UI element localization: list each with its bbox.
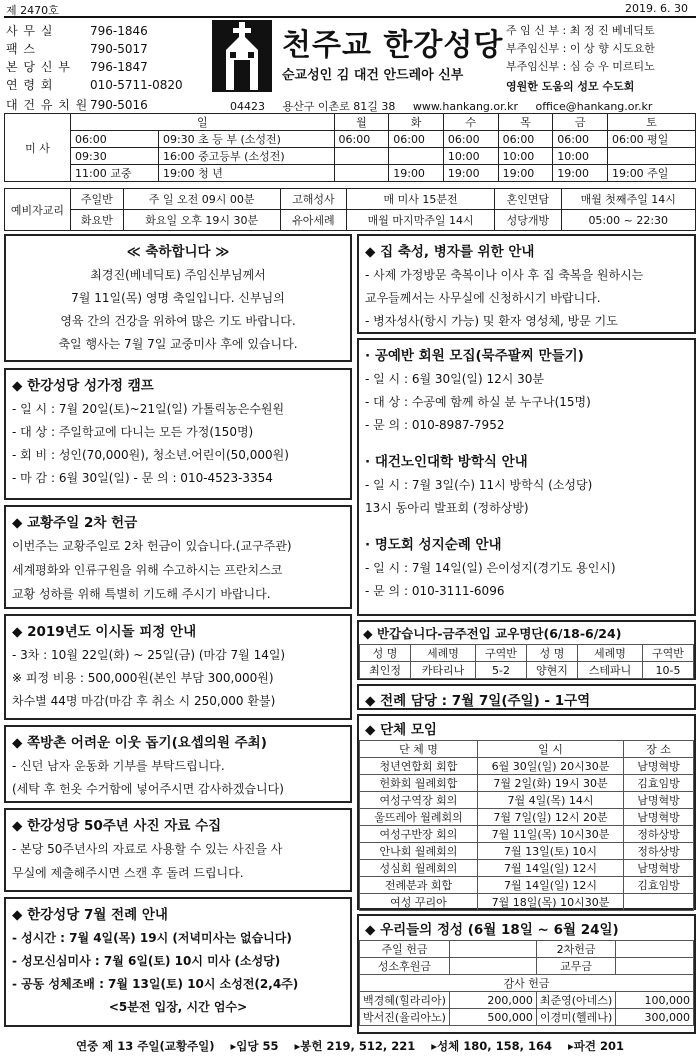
website-link[interactable]: www.hankang.or.kr [412,100,519,113]
catechism-label: 예비자교리 [5,189,71,231]
table-row: 여성 꾸리아 7월 18일(목) 10시30분 [360,894,694,911]
day-sunday: 일 [71,114,335,131]
church-building-icon [212,20,272,92]
issue-date: 2019. 6. 30 [625,2,688,15]
liturgy-july-title: ◆ 한강성당 7월 전례 안내 [12,907,168,923]
contact-fax: 팩 스 790-5017 [6,42,148,56]
day-monday: 월 [334,114,389,131]
neighbor-box: ◆ 쪽방촌 어려운 이웃 돕기(요셉의원 주최) - 신던 남자 운동화 기부를 부탁드립니다. (세탁 후 헌옷 수거함에 넣어주시면 감사하겠습니다) [4,725,352,803]
liturgy-duty-title: ◆ 전례 담당 : 7월 7일(주일) - 1구역 [365,693,591,709]
footer-communion: ▸성체 180, 158, 164 [431,1039,553,1053]
address-line [230,98,666,114]
pope-offering-box: ◆ 교황주일 2차 헌금 이번주는 교황주일로 2차 헌금이 있습니다.(교구주관) 세계평화와 인류구원을 위해 수고하시는 프란치스코 교황 성하를 위해 특별히 기도해 주시기 바랍니다. [4,505,352,609]
day-thursday: 목 [498,114,553,131]
neighbor-title: ◆ 쪽방촌 어려운 이웃 돕기(요셉의원 주최) [12,735,267,751]
photo-title: ◆ 한강성당 50주년 사진 자료 수집 [12,818,222,834]
day-tuesday: 화 [389,114,444,131]
welcome-table: 성 명 세례명 구역반 성 명 세례명 구역반 최인정 카타리나 5-2 양현지 스테파니 10-5 [359,644,694,679]
groups-table: 단 체 명 일 시 장 소 청년연합회 회합 6월 30일(일) 20시30분 남명혁방 헌화회 월례회합 7월 2일(화) 19시 30분 김효임방 여성구역장 회의 7월 4일(목) 14시 남명혁방 울뜨레아 월례회의 7월 7일(일) 12시 20분 남명혁방 여성구반장 회의 7월 11일(목) 10시30분 정하상방 안나회 월례회의 7월 13일(토) 10시 정하상방 성심회 월례회의 7월 14일(일) 12시 남명혁방 전례분과 회합 7월 14일(일) 12시 김효임방 여성 꾸리아 7월 18일(목) 10시30분 [359,740,694,911]
congrats-box: ≪ 축하합니다 ≫ 최경진(베네딕토) 주임신부님께서 7월 11일(목) 영명 축일입니다. 신부님의 영육 간의 건강을 위하여 많은 기도 바랍니다. 축일 행사는 7월 7일 교중미사 후에 있습니다. [4,234,352,362]
footer-entrance: ▸입당 55 [230,1039,279,1053]
day-saturday: 토 [607,114,695,131]
mass-row: 09:30 16:00 중고등부 (소성전) 10:00 10:00 10:00 [5,148,696,165]
table-row: 박서진(율리아노) 500,000 이경미(헬레나) 300,000 [360,1009,694,1026]
email-link[interactable]: office@hankang.or.kr [535,100,653,113]
retreat-title: ◆ 2019년도 이시돌 피정 안내 [12,624,197,640]
table-row: 성소후원금 교무금 [360,958,694,975]
top-rule [4,16,696,18]
staff-pastor: 주 임 신 부 : 최 정 진 베네딕토 [506,24,655,37]
contact-funeral: 연 령 회 010-5711-0820 [6,78,183,92]
table-row: 최인정 카타리나 5-2 양현지 스테파니 10-5 [360,662,694,679]
mass-schedule-table [4,113,696,182]
offering-box [357,914,696,1034]
offering-title: ◆ 우리들의 정성 (6월 18일 ~ 6월 24일) [365,922,619,938]
services-row: 화요반 화요일 오후 19시 30분 유아세례 매월 마지막주일 14시 성당개방 05:00 ~ 22:30 [5,210,696,231]
footer-hymns [0,1038,700,1054]
welcome-box [357,620,696,680]
mass-row: 11:00 교중 19:00 청 년 19:00 19:00 19:00 19:00 19:00 주일 [5,165,696,182]
table-row: 주일 헌금 2차헌금 [360,941,694,958]
table-row: 여성구역장 회의 7월 4일(목) 14시 남명혁방 [360,792,694,809]
mass-label: 미 사 [5,114,71,182]
staff-order: 영원한 도움의 성모 수도회 [506,80,635,93]
announcements-box: · 공예반 회원 모집(묵주팔찌 만들기) - 일 시 : 6월 30일(일) 12시 30분 - 대 상 : 수공예 함께 하실 분 누구나(15명) - 문 의 : 010-8987-7952 · 대건노인대학 방학식 안내 - 일 시 : 7월 3일(수) 11시 방학식 (소성당) 13시 동아리 발표회 (정하상방) · 명도회 성지순례 안내 - 일 시 : 7월 14일(일) 은이성지(경기도 용인시) - 문 의 : 010-3111-6096 [357,338,696,616]
church-subtitle: 순교성인 김 대건 안드레아 신부 [282,68,464,83]
seniors-title: · 대건노인대학 방학식 안내 [365,454,528,470]
house-title: ◆ 집 축성, 병자를 위한 안내 [365,244,535,260]
photo-collection-box: ◆ 한강성당 50주년 사진 자료 수집 - 본당 50주년사의 자료로 사용할 수 있는 사진을 사 무실에 제출해주시면 스캔 후 돌려 드립니다. [4,808,352,892]
pope-title: ◆ 교황주일 2차 헌금 [12,515,138,531]
issue-number: 제 2470호 [6,4,59,17]
footer-sunday: 연중 제 13 주일(교황주일) [75,1039,215,1053]
table-row: 안나회 월례회의 7월 13일(토) 10시 정하상방 [360,843,694,860]
address: 용산구 이촌로 81길 38 [282,100,396,113]
table-row: 백경혜(힐라리아) 200,000 최준영(아네스) 100,000 [360,992,694,1009]
camp-title: ◆ 한강성당 성가정 캠프 [12,378,154,394]
offering-table [359,940,694,1026]
services-table [4,188,696,231]
retreat-box: ◆ 2019년도 이시돌 피정 안내 - 3차 : 10월 22일(화) ~ 25일(금) (마감 7월 14일) ※ 피정 비용 : 500,000원(본인 부담 300,000원) 차수별 44명 마감(마감 후 취소 시 250,000 환불) [4,614,352,720]
table-row: 전례분과 회합 7월 14일(일) 12시 김효임방 [360,877,694,894]
postcode: 04423 [230,100,265,113]
pilgrim-title: · 명도회 성지순례 안내 [365,537,502,553]
welcome-title: ◆ 반갑습니다-금주전입 교우명단(6/18-6/24) [363,626,622,641]
contact-office: 사 무 실 796-1846 [6,24,148,38]
top-strip [4,2,696,16]
footer-offertory: ▸봉헌 219, 512, 221 [294,1039,416,1053]
craft-title: · 공예반 회원 모집(묵주팔찌 만들기) [365,348,584,364]
thanks-offering-title: 감사 헌금 [360,975,694,992]
contact-rectory: 본 당 신 부 796-1847 [6,60,148,74]
footer-recessional: ▸파견 201 [568,1039,625,1053]
contact-kindergarten: 대 건 유 치 원 790-5016 [6,98,148,112]
services-row: 예비자교리 주일반 주 일 오전 09시 00분 고해성사 매 미사 15분전 혼인면담 매월 첫째주일 14시 [5,189,696,210]
liturgy-duty-box [357,684,696,710]
groups-title: ◆ 단체 모임 [365,722,437,738]
table-row: 성심회 월례회의 7월 14일(일) 12시 남명혁방 [360,860,694,877]
groups-box [357,714,696,910]
day-friday: 금 [553,114,608,131]
church-title: 천주교 한강성당 [282,28,504,63]
table-row: 헌화회 월례회합 7월 2일(화) 19시 30분 김효임방 [360,775,694,792]
liturgy-july-box: ◆ 한강성당 7월 전례 안내 - 성시간 : 7월 4일(목) 19시 (저녁미사는 없습니다) - 성모신심미사 : 7월 6일(토) 10시 미사 (소성당) - 공동 성체조배 : 7월 13일(토) 10시 소성전(2,4주) <5분전 입장, 시간 엄수> [4,897,352,1027]
house-blessing-box: ◆ 집 축성, 병자를 위한 안내 - 사제 가정방문 축복이나 이사 후 집 축복을 원하시는 교우들께서는 사무실에 신청하시기 바랍니다. - 병자성사(항시 가능) 및 환자 영성체, 방문 기도 [357,234,696,334]
mass-row: 06:00 09:30 초 등 부 (소성전) 06:00 06:00 06:00 06:00 06:00 06:00 평일 [5,131,696,148]
staff-assistant-1: 부주임신부 : 이 상 향 시도요한 [506,42,655,55]
table-row: 울뜨레아 월례회의 7월 7일(일) 12시 20분 남명혁방 [360,809,694,826]
day-wednesday: 수 [443,114,498,131]
table-row: 청년연합회 회합 6월 30일(일) 20시30분 남명혁방 [360,758,694,775]
church-logo [212,20,272,92]
staff-assistant-2: 부주임신부 : 심 승 우 미르티노 [506,60,655,73]
table-row: 여성구반장 회의 7월 11일(목) 10시30분 정하상방 [360,826,694,843]
congrats-title: ≪ 축하합니다 ≫ [126,244,230,260]
camp-box: ◆ 한강성당 성가정 캠프 - 일 시 : 7월 20일(토)~21일(일) 가톨릭농은수원원 - 대 상 : 주일학교에 다니는 모든 가정(150명) - 회 비 : 성인(70,000원), 청소년.어린이(50,000원) - 마 감 : 6월 30일(일) - 문 의 : 010-4523-3354 [4,368,352,500]
